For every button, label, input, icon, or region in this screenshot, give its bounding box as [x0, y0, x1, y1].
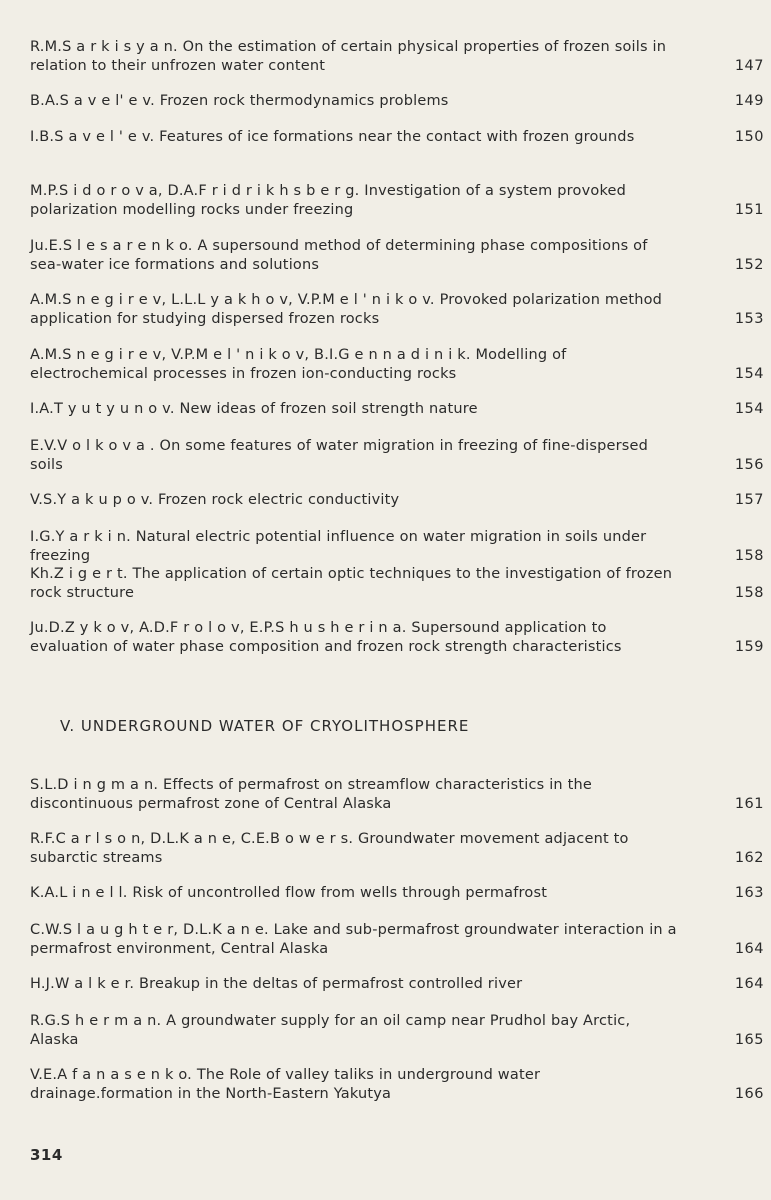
toc-entry	[30, 565, 764, 602]
entry-page: 154	[734, 365, 764, 382]
entry-title: A groundwater supply for an oil camp near Prudhol bay Arctic, Alaska	[30, 1013, 631, 1048]
entry-authors: Kh.Z i g e r t.	[30, 566, 128, 582]
toc-entry	[30, 92, 764, 111]
entry-authors: Ju.D.Z y k o v, A.D.F r o l o v, E.P.S h u s h e r i n a.	[30, 620, 407, 636]
entry-authors: V.E.A f a n a s e n k o.	[30, 1067, 192, 1083]
entry-page: 154	[734, 401, 764, 417]
toc-entry	[30, 437, 764, 474]
entry-title: The application of certain optic techniques to the investigation of frozen rock structure	[30, 566, 673, 601]
entry-title: Investigation of a system provoked polarization modelling rocks under freezing	[30, 183, 627, 218]
entry-authors: I.G.Y a r k i n.	[30, 529, 131, 545]
entry-title: Features of ice formations near the contact with frozen grounds	[159, 129, 635, 145]
entry-page: 166	[734, 1085, 764, 1102]
entry-authors: C.W.S l a u g h t e r, D.L.K a n e.	[30, 922, 269, 938]
toc-entry	[30, 1066, 764, 1103]
entry-title: Frozen rock thermodynamics problems	[159, 93, 449, 109]
entry-authors: I.A.T y u t y u n o v.	[30, 401, 175, 417]
entry-authors: R.G.S h e r m a n.	[30, 1013, 162, 1029]
toc-entry	[30, 921, 764, 958]
entry-page: 150	[734, 129, 764, 145]
entry-title: Groundwater movement adjacent to subarctic streams	[30, 831, 629, 866]
toc-entry	[30, 619, 764, 656]
page-number: 314	[30, 1146, 63, 1164]
entry-authors: R.F.C a r l s o n, D.L.K a n e, C.E.B o w e r s.	[30, 831, 354, 847]
toc-entry	[30, 491, 764, 510]
toc-entry	[30, 400, 764, 419]
entry-page: 161	[734, 795, 764, 812]
entry-title: Modelling of electrochemical processes in frozen ion-conducting rocks	[30, 347, 567, 382]
toc-entry	[30, 1012, 764, 1049]
entry-page: 164	[734, 940, 764, 957]
entry-title: Risk of uncontrolled flow from wells through permafrost	[132, 885, 548, 901]
toc-entry	[30, 975, 764, 994]
entry-authors: K.A.L i n e l l.	[30, 885, 128, 901]
entry-page: 151	[734, 201, 764, 218]
entry-title: New ideas of frozen soil strength nature	[179, 401, 478, 417]
toc-entry	[30, 830, 764, 867]
toc-entry	[30, 128, 764, 147]
entry-page: 158	[734, 584, 764, 601]
toc-entry	[30, 182, 764, 219]
entry-title: Effects of permafrost on streamflow characteristics in the discontinuous permafrost zone of Central Alaska	[30, 777, 593, 812]
entry-authors: Ju.E.S l e s a r e n k o.	[30, 238, 193, 254]
entry-page: 157	[734, 492, 764, 508]
toc-entry	[30, 776, 764, 813]
entry-page: 165	[734, 1031, 764, 1048]
entry-page: 153	[734, 310, 764, 327]
entry-authors: V.S.Y a k u p o v.	[30, 492, 154, 508]
toc-entry	[30, 346, 764, 383]
entry-page: 147	[734, 57, 764, 74]
entry-title: Breakup in the deltas of permafrost controlled river	[139, 976, 523, 992]
entry-authors: I.B.S a v e l ' e v.	[30, 129, 155, 145]
entry-page: 163	[734, 885, 764, 901]
entry-page: 162	[734, 849, 764, 866]
entry-authors: A.M.S n e g i r e v, V.P.M e l ' n i k o v, B.I.G e n n a d i n i k.	[30, 347, 471, 363]
entry-page: 156	[734, 456, 764, 473]
entry-title: Natural electric potential influence on water migration in soils under freezing	[30, 529, 647, 564]
entry-page: 152	[734, 256, 764, 273]
entry-page: 159	[734, 638, 764, 655]
entry-authors: R.M.S a r k i s y a n.	[30, 39, 178, 55]
entry-title: Supersound application to evaluation of water phase composition and frozen rock strength characteristics	[30, 620, 622, 655]
entry-title: On the estimation of certain physical properties of frozen soils in relation to their unfrozen water content	[30, 39, 667, 74]
toc-entry	[30, 528, 764, 565]
entry-authors: A.M.S n e g i r e v, L.L.L y a k h o v, V.P.M e l ' n i k o v.	[30, 292, 435, 308]
entry-title: Lake and sub-permafrost groundwater interaction in a permafrost environment, Central Alaska	[30, 922, 677, 957]
entry-title: On some features of water migration in freezing of fine-dispersed soils	[30, 438, 649, 473]
toc-entry	[30, 884, 764, 903]
toc-entry	[30, 291, 764, 328]
entry-authors: H.J.W a l k e r.	[30, 976, 135, 992]
entry-page: 158	[734, 547, 764, 564]
entry-title: The Role of valley taliks in underground water drainage.formation in the North-Eastern Yakutya	[30, 1067, 541, 1102]
toc-entry	[30, 237, 764, 274]
entry-page: 164	[734, 976, 764, 992]
section-title: V. UNDERGROUND WATER OF CRYOLITHOSPHERE	[60, 717, 470, 735]
toc-entry	[30, 38, 764, 75]
entry-title: Frozen rock electric conductivity	[158, 492, 400, 508]
entry-authors: S.L.D i n g m a n.	[30, 777, 159, 793]
entry-page: 149	[734, 93, 764, 109]
entry-title: Provoked polarization method application for studying dispersed frozen rocks	[30, 292, 663, 327]
entry-authors: M.P.S i d o r o v a, D.A.F r i d r i k h s b e r g.	[30, 183, 360, 199]
entry-authors: B.A.S a v e l' e v.	[30, 93, 155, 109]
entry-authors: E.V.V o l k o v a .	[30, 438, 155, 454]
entry-title: A supersound method of determining phase compositions of sea-water ice formations and solutions	[30, 238, 648, 273]
